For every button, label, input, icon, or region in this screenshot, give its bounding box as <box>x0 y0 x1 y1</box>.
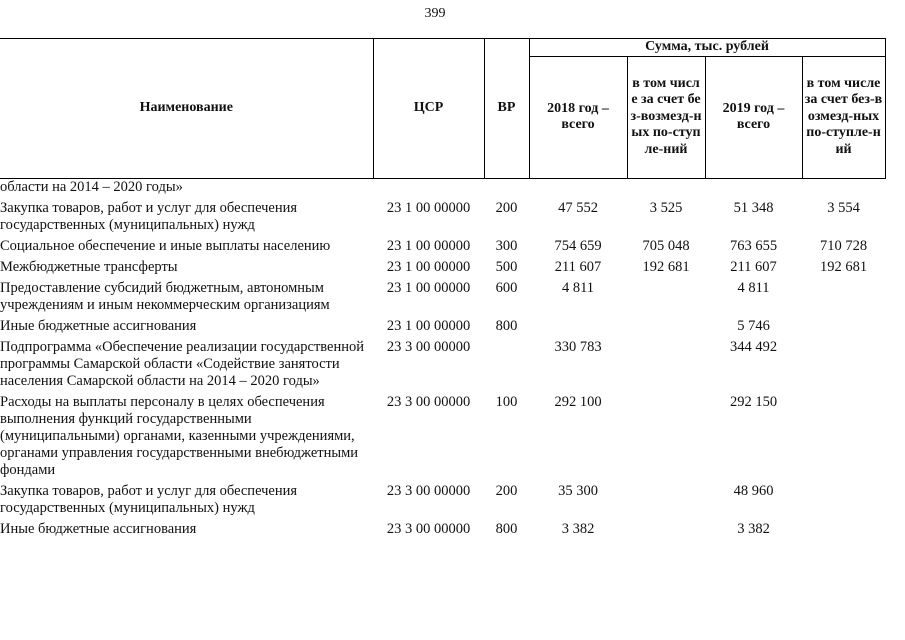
row-csr: 23 3 00 00000 <box>386 339 471 355</box>
table-row <box>0 314 885 335</box>
row-2018-total: 211 607 <box>554 259 602 275</box>
row-2019-total: 4 811 <box>737 280 770 296</box>
row-2019-free <box>802 179 885 196</box>
row-csr: 23 1 00 00000 <box>386 259 471 275</box>
row-2019-total: 51 348 <box>733 200 774 216</box>
table-row <box>0 517 885 538</box>
row-2018-free: 705 048 <box>642 238 690 254</box>
row-2018-total <box>529 179 627 196</box>
row-vr: 100 <box>495 394 518 410</box>
row-2018-total: 35 300 <box>558 483 598 499</box>
row-2019-free <box>802 335 885 390</box>
row-2019-free: 3 554 <box>827 200 860 216</box>
row-csr: 23 1 00 00000 <box>386 280 471 296</box>
row-2018-free <box>627 276 705 314</box>
row-csr: 23 1 00 00000 <box>386 200 471 216</box>
header-sum-group: Сумма, тыс. рублей <box>529 39 885 57</box>
row-2019-total: 763 655 <box>729 238 778 254</box>
row-2018-total: 292 100 <box>554 394 602 410</box>
header-2018-free: в том числе за счет без-возмезд-ных по-ступле-ний <box>627 56 705 178</box>
row-2019-total: 211 607 <box>730 259 777 275</box>
row-vr: 300 <box>495 238 518 254</box>
row-csr: 23 1 00 00000 <box>386 238 471 254</box>
row-2019-free <box>802 517 885 538</box>
row-2018-total <box>529 314 627 335</box>
row-2018-free: 3 525 <box>649 200 683 216</box>
table-header <box>0 38 886 179</box>
header-name: Наименование <box>0 39 373 179</box>
row-name: Иные бюджетные ассигнования <box>0 318 197 334</box>
header-2018-total: 2018 год – всего <box>529 56 627 178</box>
row-name: области на 2014 – 2020 годы» <box>0 179 183 195</box>
table-row <box>0 196 885 234</box>
row-vr <box>484 335 529 390</box>
row-vr <box>484 179 529 196</box>
header-2019-free: в том числе за счет без-возмезд-ных по-ступле-ний <box>802 56 885 178</box>
row-name: Межбюджетные трансферты <box>0 259 178 275</box>
row-2018-total: 754 659 <box>554 238 602 254</box>
page-number: 399 <box>424 6 446 21</box>
row-2019-total: 48 960 <box>733 483 774 499</box>
row-2018-free <box>627 479 705 517</box>
row-2019-free <box>802 276 885 314</box>
row-name: Предоставление субсидий бюджетным, автономным учреждениям и иным некоммерческим организациям <box>0 280 330 313</box>
row-2019-total: 5 746 <box>737 318 770 334</box>
row-name: Закупка товаров, работ и услуг для обеспечения государственных (муниципальных) нужд <box>0 200 298 233</box>
row-csr: 23 3 00 00000 <box>386 521 471 537</box>
row-csr <box>373 179 484 196</box>
row-name: Подпрограмма «Обеспечение реализации государственной программы Самарской области «Содействие занятости населения Самарской области на 2014 – 2020 годы» <box>0 339 365 389</box>
row-name: Социальное обеспечение и иные выплаты населению <box>0 238 331 254</box>
row-2019-free: 192 681 <box>819 259 868 275</box>
row-2018-free <box>627 517 705 538</box>
row-vr: 800 <box>495 521 518 537</box>
row-2018-free: 192 681 <box>642 259 690 275</box>
row-2018-total: 3 382 <box>561 521 595 537</box>
table-row <box>0 276 885 314</box>
row-2019-total: 292 150 <box>729 394 778 410</box>
row-2019-total: 3 382 <box>737 521 770 537</box>
table-body <box>0 179 885 538</box>
table-row <box>0 234 885 255</box>
row-csr: 23 3 00 00000 <box>386 483 471 499</box>
row-2019-free <box>802 314 885 335</box>
row-name: Иные бюджетные ассигнования <box>0 521 197 537</box>
row-csr: 23 3 00 00000 <box>386 394 471 410</box>
row-2018-free <box>627 335 705 390</box>
row-vr: 600 <box>495 280 518 296</box>
row-2018-free <box>627 314 705 335</box>
row-2019-total: 344 492 <box>729 339 778 355</box>
row-name: Расходы на выплаты персоналу в целях обеспечения выполнения функций государственными (муниципальными) органами, казенными учреждениями, органами управления государственными внебюджетными фондами <box>0 394 359 478</box>
row-2018-total: 4 811 <box>561 280 595 296</box>
table-row <box>0 255 885 276</box>
row-csr: 23 1 00 00000 <box>386 318 471 334</box>
row-vr: 200 <box>495 483 518 499</box>
header-2019-total: 2019 год – всего <box>705 56 802 178</box>
row-2018-free <box>627 390 705 479</box>
row-2018-total: 330 783 <box>554 339 602 355</box>
header-vr: ВР <box>484 39 529 179</box>
row-2018-free <box>627 179 705 196</box>
row-name: Закупка товаров, работ и услуг для обеспечения государственных (муниципальных) нужд <box>0 483 298 516</box>
table-row <box>0 479 885 517</box>
row-2019-free <box>802 479 885 517</box>
row-vr: 500 <box>495 259 518 275</box>
row-2019-free: 710 728 <box>819 238 868 254</box>
table-row <box>0 335 885 390</box>
row-2018-total: 47 552 <box>558 200 598 216</box>
row-vr: 200 <box>495 200 518 216</box>
table-row <box>0 390 885 479</box>
header-csr: ЦСР <box>373 39 484 179</box>
row-2019-total <box>705 179 802 196</box>
table-row <box>0 179 885 196</box>
row-2019-free <box>802 390 885 479</box>
row-vr: 800 <box>495 318 518 334</box>
